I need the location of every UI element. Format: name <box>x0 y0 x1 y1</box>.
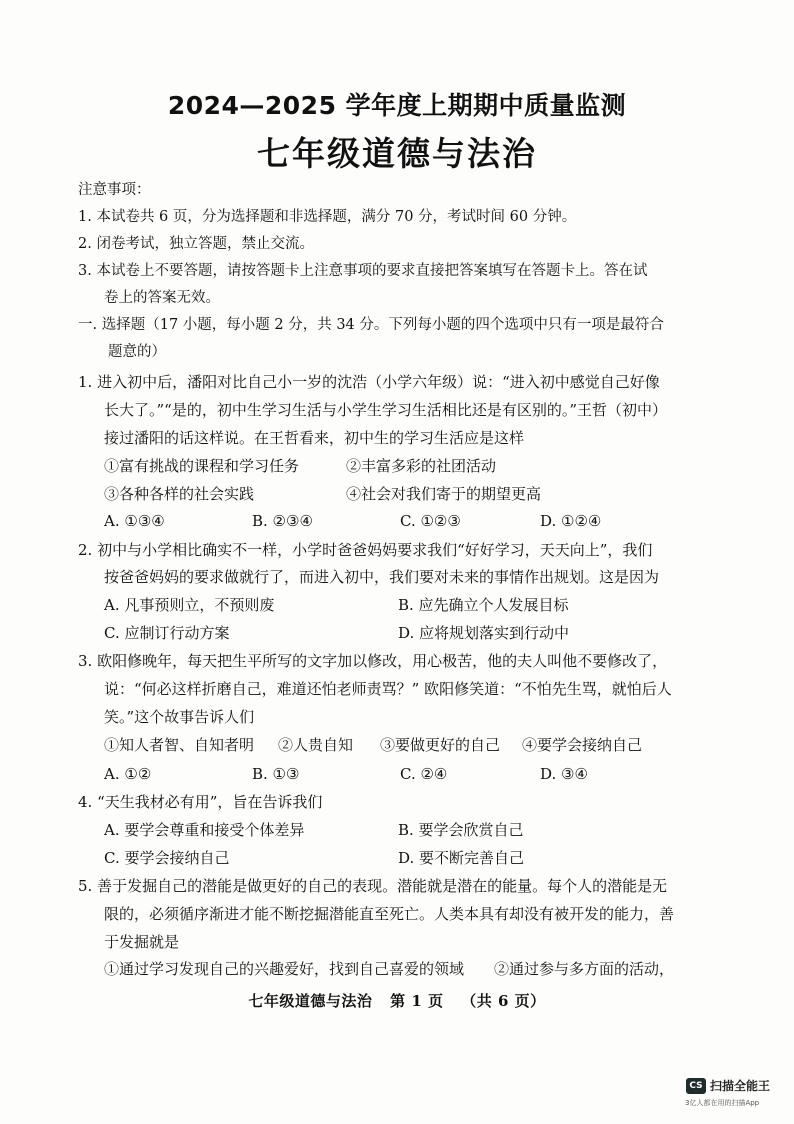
q1-statement-3: ③各种各样的社会实践 <box>104 485 255 503</box>
camscanner-logo-icon: CS <box>686 1078 706 1094</box>
q3-stem-line-1: 3. 欧阳修晚年，每天把生平所写的文字加以修改，用心极苦，他的夫人叫他不要修改了， <box>78 652 668 670</box>
q2-stem-line-2: 按爸爸妈妈的要求做就行了，而进入初中，我们要对未来的事情作出规划。这是因为 <box>104 568 660 586</box>
q1-option-b: B. ②③④ <box>252 512 313 530</box>
q5-statement-2: ②通过参与多方面的活动， <box>494 960 675 978</box>
scanner-tagline: 3亿人都在用的扫描App <box>685 1099 760 1107</box>
q5-statement-1: ①通过学习发现自己的兴趣爱好，找到自己喜爱的领域 <box>104 960 465 978</box>
notice-heading: 注意事项： <box>78 182 151 198</box>
q1-option-a: A. ①③④ <box>104 512 165 530</box>
q3-statement-1: ①知人者智、自知者明 <box>104 736 255 754</box>
scanner-app-name: 扫描全能王 <box>710 1079 771 1093</box>
q4-option-c: C. 要学会接纳自己 <box>104 849 230 867</box>
q1-option-c: C. ①②③ <box>400 512 461 530</box>
footer-subject: 七年级道德与法治 <box>248 992 373 1010</box>
q2-stem-line-1: 2. 初中与小学相比确实不一样，小学时爸爸妈妈要求我们“好好学习，天天向上”，我们 <box>78 541 653 559</box>
q2-option-c: C. 应制订行动方案 <box>104 624 230 642</box>
q4-stem: 4. “天生我材必有用”，旨在告诉我们 <box>78 793 323 811</box>
notice-item-3: 3. 本试卷上不要答题，请按答题卡上注意事项的要求直接把答案填写在答题卡上。答在试 <box>78 263 648 279</box>
notice-item-3-cont: 卷上的答案无效。 <box>104 290 220 306</box>
page-footer <box>0 990 794 1011</box>
q1-stem-line-3: 接过潘阳的话这样说。在王哲看来，初中生的学习生活应是这样 <box>104 429 525 447</box>
q4-option-b: B. 要学会欣赏自己 <box>398 821 524 839</box>
subject-title: 七年级道德与法治 <box>257 134 537 173</box>
q1-statement-2: ②丰富多彩的社团活动 <box>346 457 497 475</box>
q4-option-d: D. 要不断完善自己 <box>398 849 525 867</box>
footer-page: 第 1 页 <box>390 992 444 1010</box>
q3-option-c: C. ②④ <box>400 765 448 783</box>
notice-item-1: 1. 本试卷共 6 页，分为选择题和非选择题，满分 70 分，考试时间 60 分钟。 <box>78 209 577 225</box>
q4-option-a: A. 要学会尊重和接受个体差异 <box>104 821 305 839</box>
q3-option-b: B. ①③ <box>252 765 300 783</box>
notice-item-2: 2. 闭卷考试，独立答题，禁止交流。 <box>78 236 314 252</box>
q3-statement-2: ②人贵自知 <box>278 736 354 754</box>
q3-stem-line-2: 说：“何必这样折磨自己，难道还怕老师责骂？” 欧阳修笑道：“不怕先生骂，就怕后人 <box>104 680 672 698</box>
q3-stem-line-3: 笑。”这个故事告诉人们 <box>104 708 255 726</box>
q5-stem-line-1: 5. 善于发掘自己的潜能是做更好的自己的表现。潜能就是潜在的能量。每个人的潜能是无 <box>78 877 668 895</box>
scanner-watermark <box>683 1072 789 1114</box>
exam-title: 2024—2025 学年度上期期中质量监测 <box>167 91 627 120</box>
section-heading: 一. 选择题（17 小题，每小题 2 分，共 34 分。下列每小题的四个选项中只有一项是最符合 <box>78 317 664 333</box>
q3-option-d: D. ③④ <box>540 765 588 783</box>
q1-statement-4: ④社会对我们寄于的期望更高 <box>346 485 542 503</box>
q1-stem-line-1: 1. 进入初中后，潘阳对比自己小一岁的沈浩（小学六年级）说：“进入初中感觉自己好像 <box>78 373 660 391</box>
q5-stem-line-2: 限的，必须循序渐进才能不断挖掘潜能直至死亡。人类本具有却没有被开发的能力，善 <box>104 905 675 923</box>
footer-total: （共 6 页） <box>461 992 546 1010</box>
q1-statement-1: ①富有挑战的课程和学习任务 <box>104 457 300 475</box>
q2-option-d: D. 应将规划落实到行动中 <box>398 624 570 642</box>
q5-stem-line-3: 于发掘就是 <box>104 933 180 951</box>
q1-option-d: D. ①②④ <box>540 512 602 530</box>
q1-stem-line-2: 长大了。”“是的，初中生学习生活与小学生学习生活相比还是有区别的。”王哲（初中） <box>104 401 668 419</box>
q3-statement-3: ③要做更好的自己 <box>380 736 501 754</box>
section-heading-cont: 题意的） <box>108 344 166 360</box>
q2-option-b: B. 应先确立个人发展目标 <box>398 596 569 614</box>
q3-statement-4: ④要学会接纳自己 <box>522 736 643 754</box>
q2-option-a: A. 凡事预则立，不预则废 <box>104 596 275 614</box>
q3-option-a: A. ①② <box>104 765 152 783</box>
